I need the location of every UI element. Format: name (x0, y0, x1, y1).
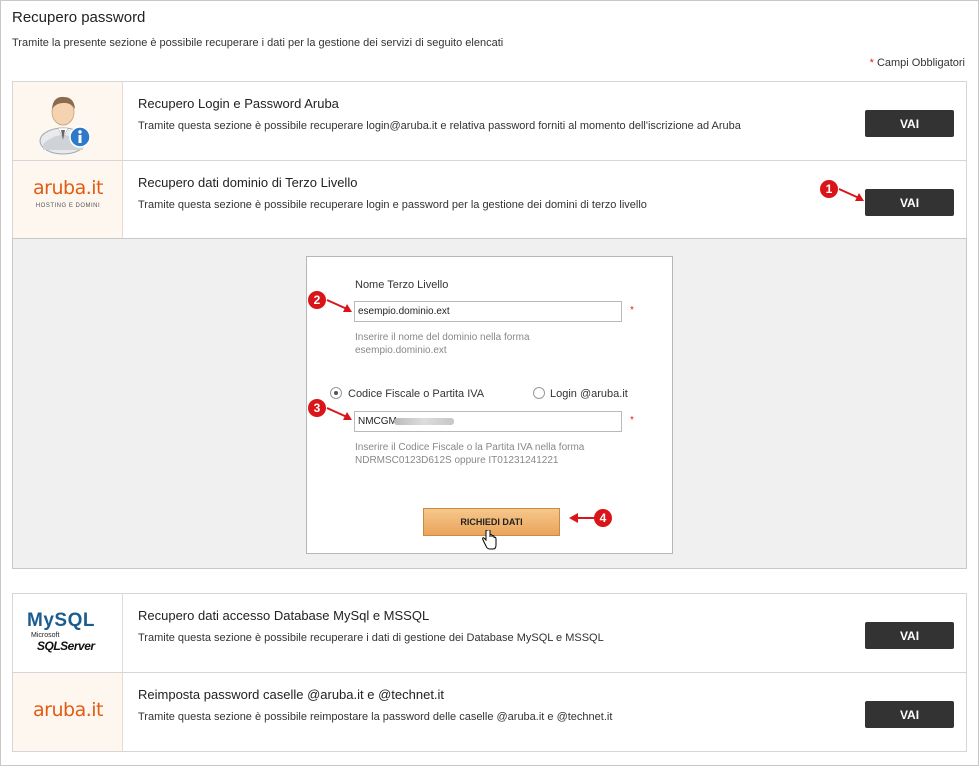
vai-button-third-level-domain[interactable]: VAI (865, 189, 954, 216)
recovery-options-bottom (12, 593, 967, 752)
page-description: Tramite la presente sezione è possibile recuperare i dati per la gestione dei servizi di seguito elencati (12, 37, 504, 49)
mysql-sqlserver-logo (27, 610, 117, 653)
row-description: Tramite questa sezione è possibile recuperare login e password per la gestione dei domini di terzo livello (138, 199, 647, 211)
domain-hint-line: Inserire il nome del dominio nella forma (355, 332, 530, 343)
required-star: * (630, 305, 634, 316)
aruba-logo-sub: HOSTING E DOMINI (35, 203, 101, 209)
annotation-badge-4: 4 (594, 509, 612, 527)
domain-hint-line: esempio.dominio.ext (355, 345, 447, 356)
required-note-text: Campi Obbligatori (876, 57, 965, 69)
aruba-logo-text: aruba.it (33, 177, 103, 199)
row-title: Recupero dati dominio di Terzo Livello (138, 175, 358, 190)
cf-hint-line: NDRMSC0123D612S oppure IT01231241221 (355, 455, 559, 466)
annotation-arrow-1 (838, 186, 866, 204)
cf-input-wrapper (354, 411, 622, 432)
row-logo (13, 594, 123, 672)
mysql-logo-text: MySQL (27, 610, 95, 631)
row-third-level-domain (13, 160, 966, 239)
row-title: Recupero dati accesso Database MySql e MSSQL (138, 608, 430, 623)
aruba-logo (25, 699, 111, 721)
required-star: * (630, 415, 634, 426)
aruba-logo-text: aruba.it (33, 699, 103, 721)
domain-name-input[interactable] (354, 301, 622, 322)
annotation-badge-2: 2 (308, 291, 326, 309)
codice-fiscale-hint (355, 441, 584, 467)
vai-button-login-aruba[interactable]: VAI (865, 110, 954, 137)
radio-login-aruba-label[interactable]: Login @aruba.it (550, 388, 628, 400)
row-login-aruba (13, 82, 966, 160)
richiedi-dati-button[interactable]: RICHIEDI DATI (423, 508, 560, 536)
aruba-logo (25, 177, 111, 209)
required-star: * (869, 57, 874, 69)
page-title: Recupero password (12, 9, 146, 26)
radio-codice-fiscale[interactable] (330, 387, 342, 399)
user-info-icon (13, 82, 122, 160)
sqlserver-logo-text: SQLServer (37, 639, 95, 653)
required-fields-note (870, 57, 965, 69)
row-description: Tramite questa sezione è possibile recuperare login@aruba.it e relativa password forniti al momento dell'iscrizione ad Aruba (138, 120, 741, 132)
vai-button-database[interactable]: VAI (865, 622, 954, 649)
annotation-arrow-2 (326, 297, 354, 315)
cf-hint-line: Inserire il Codice Fiscale o la Partita IVA nella forma (355, 442, 585, 453)
radio-login-aruba[interactable] (533, 387, 545, 399)
row-title: Recupero Login e Password Aruba (138, 96, 339, 111)
row-description: Tramite questa sezione è possibile reimpostare la password delle caselle @aruba.it e @technet.it (138, 711, 613, 723)
annotation-badge-1: 1 (820, 180, 838, 198)
third-level-domain-panel (12, 238, 967, 569)
annotation-arrow-4 (568, 511, 596, 525)
vai-button-reset-mailbox[interactable]: VAI (865, 701, 954, 728)
radio-codice-fiscale-label[interactable]: Codice Fiscale o Partita IVA (348, 388, 485, 400)
row-logo (13, 161, 123, 239)
row-database (13, 594, 966, 672)
domain-hint (355, 331, 530, 357)
row-logo (13, 82, 123, 160)
redacted-value (394, 418, 454, 425)
row-description: Tramite questa sezione è possibile recuperare i dati di gestione dei Database MySQL e MSSQL (138, 632, 604, 644)
domain-name-label: Nome Terzo Livello (355, 279, 449, 291)
microsoft-logo-text: Microsoft (31, 632, 60, 639)
row-logo (13, 673, 123, 751)
row-reset-mailbox (13, 672, 966, 751)
annotation-arrow-3 (326, 405, 354, 423)
recovery-options-top (12, 81, 967, 240)
row-title: Reimposta password caselle @aruba.it e @technet.it (138, 687, 445, 702)
hand-cursor-icon (481, 530, 497, 550)
recovery-form (306, 256, 673, 554)
annotation-badge-3: 3 (308, 399, 326, 417)
